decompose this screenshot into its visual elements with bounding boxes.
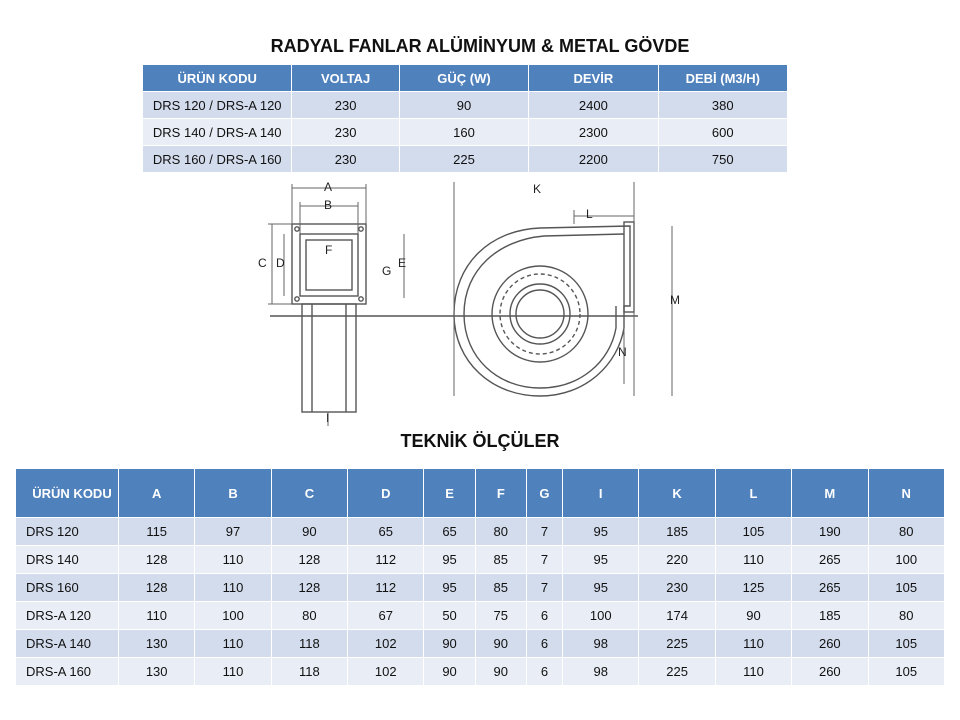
table-cell: 6: [527, 630, 562, 657]
table-cell: DRS-A 140: [16, 630, 118, 657]
table-cell: 128: [119, 546, 194, 573]
table-cell: 130: [119, 630, 194, 657]
dim-label-g: G: [382, 264, 392, 278]
side-flange: [624, 222, 634, 312]
table-cell: 85: [476, 546, 526, 573]
table-cell: 98: [563, 630, 638, 657]
table-cell: DRS-A 160: [16, 658, 118, 685]
table-cell: 110: [716, 658, 791, 685]
inlet-ring-inner: [510, 284, 570, 344]
column-header: L: [716, 469, 791, 517]
table-cell: 90: [476, 658, 526, 685]
table-cell: 265: [792, 574, 867, 601]
table-cell: 67: [348, 602, 423, 629]
table-cell: 380: [659, 92, 787, 118]
table-cell: 110: [195, 546, 270, 573]
table-cell: 90: [424, 630, 474, 657]
table-cell: 750: [659, 146, 787, 172]
table-cell: 105: [869, 630, 945, 657]
column-header: N: [869, 469, 945, 517]
column-header: DEVİR: [529, 65, 657, 91]
column-header: M: [792, 469, 867, 517]
column-header: I: [563, 469, 638, 517]
table-cell: 85: [476, 574, 526, 601]
table-cell: 112: [348, 546, 423, 573]
table-row: [16, 574, 944, 601]
table-cell: 260: [792, 630, 867, 657]
table-cell: DRS 140 / DRS-A 140: [143, 119, 291, 145]
table-cell: 2300: [529, 119, 657, 145]
table-cell: 65: [424, 518, 474, 545]
column-header: GÜÇ (W): [400, 65, 528, 91]
table-cell: 7: [527, 518, 562, 545]
column-header: K: [639, 469, 714, 517]
table-cell: DRS 140: [16, 546, 118, 573]
table-cell: 125: [716, 574, 791, 601]
table-cell: 185: [792, 602, 867, 629]
table-cell: 225: [400, 146, 528, 172]
table-cell: 80: [869, 518, 945, 545]
table-cell: 110: [195, 658, 270, 685]
dim-label-k: K: [533, 182, 542, 196]
table-cell: 230: [292, 92, 398, 118]
table-cell: 95: [563, 546, 638, 573]
table-cell: 98: [563, 658, 638, 685]
column-header: VOLTAJ: [292, 65, 398, 91]
table-cell: 100: [869, 546, 945, 573]
column-header: G: [527, 469, 562, 517]
table-cell: 6: [527, 658, 562, 685]
column-header: A: [119, 469, 194, 517]
table-cell: 112: [348, 574, 423, 601]
table-cell: 102: [348, 658, 423, 685]
table-cell: 90: [272, 518, 347, 545]
table-cell: 110: [119, 602, 194, 629]
table-cell: 100: [195, 602, 270, 629]
table-cell: 118: [272, 658, 347, 685]
table-cell: 6: [527, 602, 562, 629]
dim-label-f: F: [325, 243, 333, 257]
table-cell: 174: [639, 602, 714, 629]
table-cell: 230: [292, 146, 398, 172]
column-header: C: [272, 469, 347, 517]
column-header: E: [424, 469, 474, 517]
table-cell: 600: [659, 119, 787, 145]
table-cell: 95: [563, 574, 638, 601]
column-header: B: [195, 469, 270, 517]
table-cell: 128: [272, 574, 347, 601]
dim-label-m: M: [670, 293, 680, 307]
scroll-housing: [454, 226, 630, 396]
table-row: [16, 630, 944, 657]
table-cell: 260: [792, 658, 867, 685]
column-header: D: [348, 469, 423, 517]
spec-table-header: [143, 65, 787, 91]
table-cell: 2200: [529, 146, 657, 172]
front-flange: [292, 224, 366, 304]
dim-label-a: A: [324, 180, 333, 194]
table-cell: 220: [639, 546, 714, 573]
table-cell: 90: [424, 658, 474, 685]
dimensions-table-body: [16, 518, 944, 685]
table-cell: 80: [476, 518, 526, 545]
spec-table-body: [143, 92, 787, 172]
dimensions-table: [15, 468, 945, 686]
table-cell: DRS 120 / DRS-A 120: [143, 92, 291, 118]
table-cell: 105: [869, 574, 945, 601]
table-cell: 7: [527, 546, 562, 573]
table-cell: 110: [716, 630, 791, 657]
table-cell: 185: [639, 518, 714, 545]
table-row: [16, 546, 944, 573]
page-title: RADYAL FANLAR ALÜMİNYUM & METAL GÖVDE: [270, 36, 690, 56]
table-cell: 118: [272, 630, 347, 657]
table-cell: DRS 160 / DRS-A 160: [143, 146, 291, 172]
table-cell: 190: [792, 518, 867, 545]
spec-table: [142, 64, 788, 173]
table-cell: 230: [639, 574, 714, 601]
dim-label-c: C: [258, 256, 267, 270]
table-cell: 160: [400, 119, 528, 145]
table-cell: 102: [348, 630, 423, 657]
table-cell: 128: [119, 574, 194, 601]
table-row: [16, 518, 944, 545]
table-cell: 115: [119, 518, 194, 545]
dim-label-d: D: [276, 256, 285, 270]
table-cell: 80: [869, 602, 945, 629]
table-cell: 265: [792, 546, 867, 573]
table-cell: 50: [424, 602, 474, 629]
table-row: [143, 146, 787, 172]
table-cell: 75: [476, 602, 526, 629]
table-row: [16, 602, 944, 629]
fan-dimension-diagram: [240, 178, 720, 428]
dim-label-i: I: [326, 411, 330, 425]
table-cell: 65: [348, 518, 423, 545]
table-cell: 225: [639, 630, 714, 657]
column-header: F: [476, 469, 526, 517]
dim-label-l: L: [586, 207, 593, 221]
dim-label-b: B: [324, 198, 333, 212]
table-cell: DRS 120: [16, 518, 118, 545]
table-cell: 95: [424, 546, 474, 573]
table-row: [143, 92, 787, 118]
table-cell: 90: [716, 602, 791, 629]
table-row: [16, 658, 944, 685]
table-cell: 2400: [529, 92, 657, 118]
column-header: DEBİ (M3/H): [659, 65, 787, 91]
table-cell: 95: [563, 518, 638, 545]
column-header: ÜRÜN KODU: [16, 469, 118, 517]
table-cell: 105: [869, 658, 945, 685]
table-cell: 130: [119, 658, 194, 685]
table-cell: 7: [527, 574, 562, 601]
table-cell: 80: [272, 602, 347, 629]
table-cell: 230: [292, 119, 398, 145]
table-cell: 225: [639, 658, 714, 685]
table-cell: DRS 160: [16, 574, 118, 601]
table-cell: 110: [195, 574, 270, 601]
table-cell: 110: [716, 546, 791, 573]
table-cell: 100: [563, 602, 638, 629]
table-cell: 105: [716, 518, 791, 545]
table-cell: 95: [424, 574, 474, 601]
column-header: ÜRÜN KODU: [143, 65, 291, 91]
dim-label-e: E: [398, 256, 407, 270]
dimensions-title: TEKNİK ÖLÇÜLER: [400, 431, 560, 451]
table-cell: 90: [400, 92, 528, 118]
table-cell: 90: [476, 630, 526, 657]
dim-label-n: N: [618, 345, 627, 359]
table-cell: 128: [272, 546, 347, 573]
inlet-ring-outer: [492, 266, 588, 362]
table-cell: 97: [195, 518, 270, 545]
front-body: [302, 304, 356, 412]
table-cell: DRS-A 120: [16, 602, 118, 629]
table-cell: 110: [195, 630, 270, 657]
dimensions-table-header: [16, 469, 944, 517]
table-row: [143, 119, 787, 145]
